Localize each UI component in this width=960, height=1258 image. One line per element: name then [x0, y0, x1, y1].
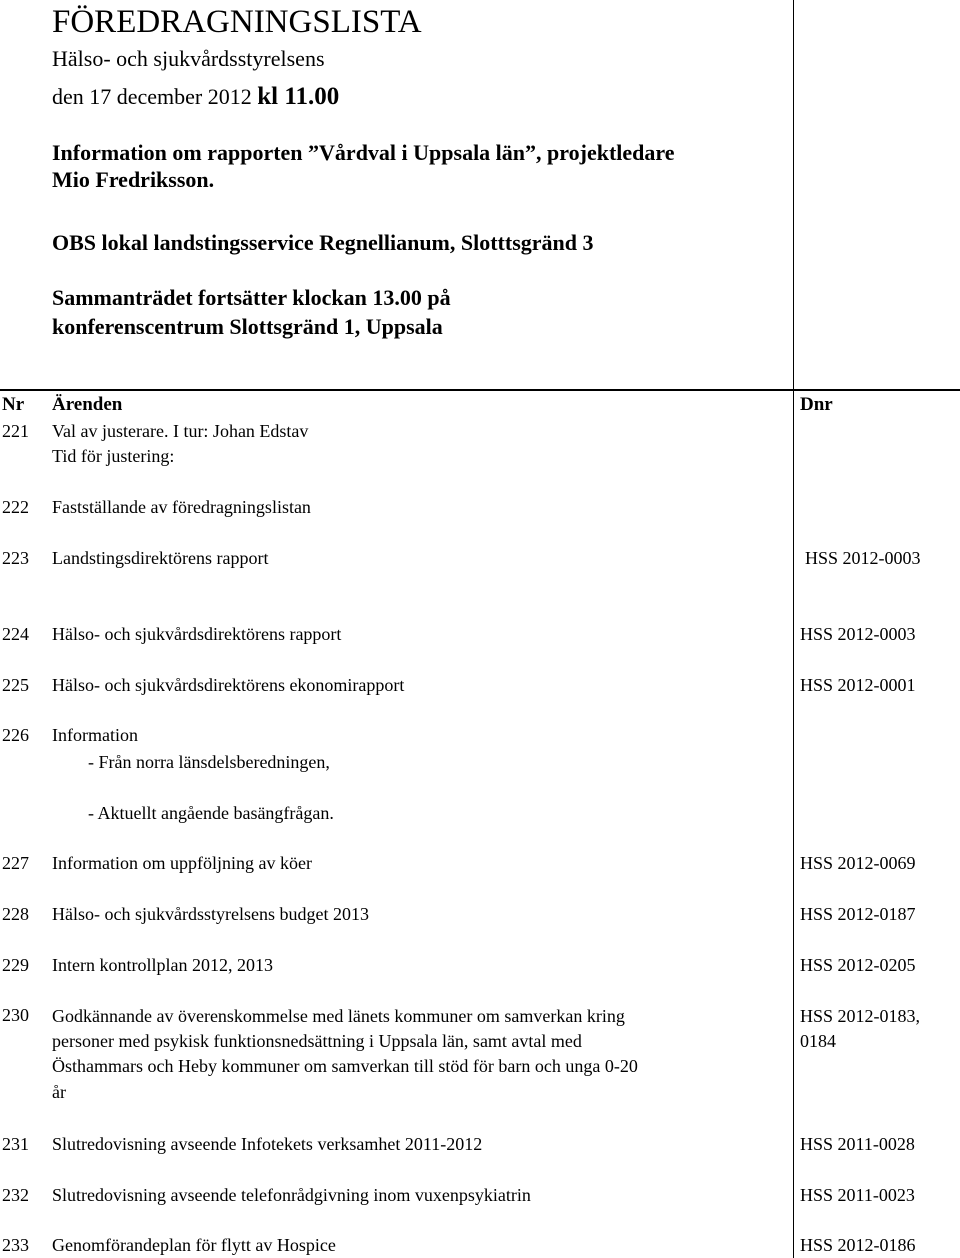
info-notice-line-2: Mio Fredriksson. — [52, 167, 215, 192]
item-title-line: personer med psykisk funktionsnedsättning i Uppsala län, samt avtal med — [52, 1031, 582, 1051]
item-title: Landstingsdirektörens rapport — [52, 548, 269, 568]
item-dnr: HSS 2012-0186 — [800, 1235, 916, 1255]
item-subpoint: - Aktuellt angående basängfrågan. — [88, 803, 334, 823]
item-title-line: Godkännande av överenskommelse med länets kommuner om samverkan kring — [52, 1006, 625, 1026]
item-dnr: HSS 2012-0001 — [800, 675, 916, 695]
item-dnr: HSS 2012-0003 — [800, 624, 916, 644]
info-notice-line-1: Information om rapporten ”Vårdval i Uppsala län”, projektledare — [52, 140, 675, 165]
item-number: 225 — [2, 675, 29, 695]
item-number: 227 — [2, 853, 29, 873]
item-dnr: HSS 2012-0187 — [800, 904, 916, 924]
column-header-nr: Nr — [2, 394, 25, 415]
item-detail: Tid för justering: — [52, 446, 175, 466]
meeting-date-text: den 17 december 2012 — [52, 84, 252, 109]
item-dnr: HSS 2012-0183, — [800, 1006, 921, 1026]
item-number: 224 — [2, 624, 29, 644]
continue-notice-line-1: Sammanträdet fortsätter klockan 13.00 på — [52, 285, 451, 310]
item-title: Intern kontrollplan 2012, 2013 — [52, 955, 273, 975]
item-number: 232 — [2, 1185, 29, 1205]
item-dnr: HSS 2012-0205 — [800, 955, 916, 975]
item-dnr: HSS 2011-0023 — [800, 1185, 915, 1205]
item-number: 233 — [2, 1235, 29, 1255]
item-title: Information — [52, 725, 138, 745]
column-header-dnr: Dnr — [800, 394, 833, 415]
item-dnr: HSS 2011-0028 — [800, 1134, 915, 1154]
item-title: Slutredovisning avseende Infotekets verksamhet 2011-2012 — [52, 1134, 483, 1154]
item-dnr: HSS 2012-0069 — [800, 853, 916, 873]
item-title: Fastställande av föredragningslistan — [52, 497, 311, 517]
item-number: 231 — [2, 1134, 29, 1154]
column-header-subject: Ärenden — [52, 394, 123, 415]
item-title-line: år — [52, 1082, 66, 1102]
meeting-time: kl 11.00 — [257, 83, 340, 110]
table-header-rule — [0, 389, 960, 391]
item-number: 222 — [2, 497, 29, 517]
item-title: Slutredovisning avseende telefonrådgivning inom vuxenpsykiatrin — [52, 1185, 531, 1205]
item-dnr: 0184 — [800, 1031, 836, 1051]
item-title: Val av justerare. I tur: Johan Edstav — [52, 421, 309, 441]
item-number: 221 — [2, 421, 29, 441]
document-title: FÖREDRAGNINGSLISTA — [52, 4, 422, 40]
item-number: 230 — [2, 1005, 29, 1025]
item-title: Hälso- och sjukvårdsdirektörens rapport — [52, 624, 342, 644]
item-title-line: Östhammars och Heby kommuner om samverkan till stöd för barn och unga 0-20 — [52, 1056, 638, 1076]
item-title: Hälso- och sjukvårdsstyrelsens budget 2013 — [52, 904, 369, 924]
meeting-date — [52, 84, 339, 109]
column-divider — [793, 0, 794, 1258]
continue-notice-line-2: konferenscentrum Slottsgränd 1, Uppsala — [52, 314, 443, 339]
item-title: Hälso- och sjukvårdsdirektörens ekonomirapport — [52, 675, 405, 695]
item-number: 228 — [2, 904, 29, 924]
item-title: Genomförandeplan för flytt av Hospice — [52, 1235, 336, 1255]
location-notice: OBS lokal landstingsservice Regnellianum, Slotttsgränd 3 — [52, 230, 594, 255]
item-dnr: HSS 2012-0003 — [805, 548, 921, 568]
item-number: 229 — [2, 955, 29, 975]
item-number: 226 — [2, 725, 29, 745]
item-title: Information om uppföljning av köer — [52, 853, 312, 873]
item-subpoint: - Från norra länsdelsberedningen, — [88, 752, 330, 772]
item-number: 223 — [2, 548, 29, 568]
committee-name: Hälso- och sjukvårdsstyrelsens — [52, 46, 325, 71]
